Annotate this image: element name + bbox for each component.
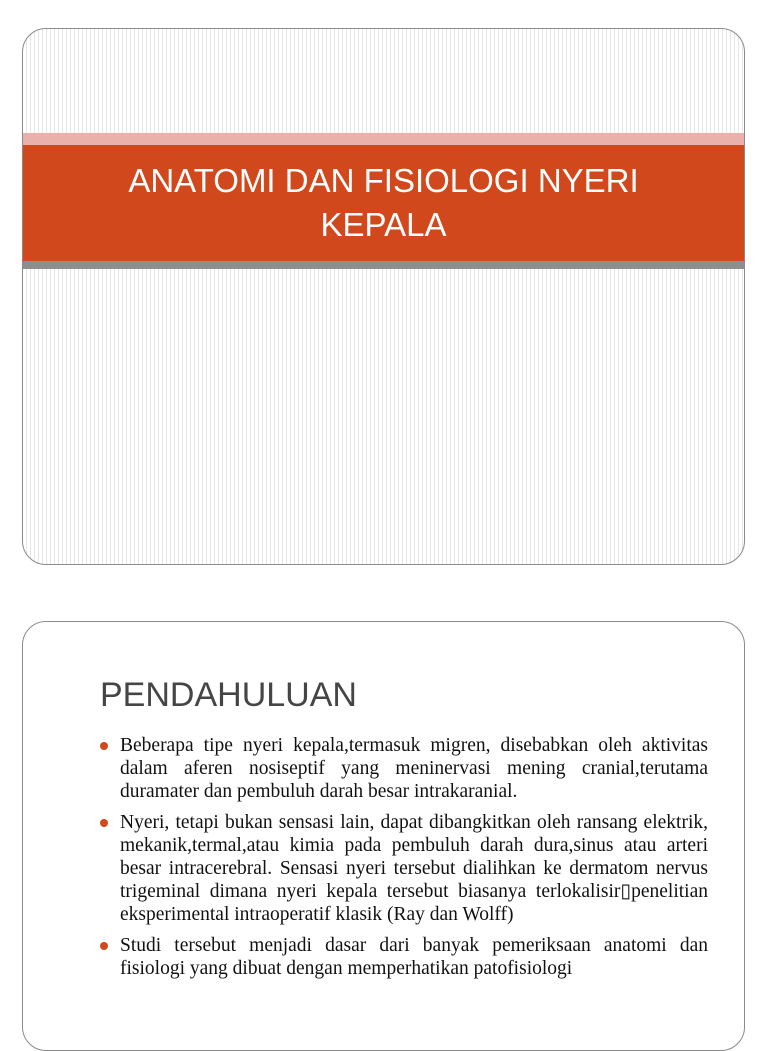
title-band xyxy=(23,145,744,261)
bullet-list xyxy=(100,734,708,988)
bullet-dot-icon xyxy=(100,742,108,750)
pink-accent-band xyxy=(23,133,744,145)
bullet-text: Nyeri, tetapi bukan sensasi lain, dapat dibangkitkan oleh ransang elektrik, mekanik,termal,atau kimia pada pembuluh darah dura,sinus atau arteri besar intracerebral. Sensasi nyeri tersebut dialihkan ke dermatom nervus trigeminal dimana nyeri kepala tersebut biasanya terlokalisir▯penelitian eksperimental intraoperatif klasik (Ray dan Wolff) xyxy=(120,812,708,925)
list-item xyxy=(100,811,708,926)
bullet-dot-icon xyxy=(100,942,108,950)
slide-title: ANATOMI DAN FISIOLOGI NYERI KEPALA xyxy=(128,162,639,243)
gray-accent-band xyxy=(23,261,744,269)
bullet-dot-icon xyxy=(100,819,108,827)
list-item xyxy=(100,934,708,980)
bullet-text: Beberapa tipe nyeri kepala,termasuk migren, disebabkan oleh aktivitas dalam aferen nosiseptif yang meninervasi mening cranial,terutama duramater dan pembuluh darah besar intrakaranial. xyxy=(120,735,708,802)
list-item xyxy=(100,734,708,803)
bullet-text: Studi tersebut menjadi dasar dari banyak pemeriksaan anatomi dan fisiologi yang dibuat dengan memperhatikan patofisiologi xyxy=(120,935,708,979)
content-slide xyxy=(22,621,745,1051)
slide-heading: PENDAHULUAN xyxy=(100,676,357,714)
title-slide xyxy=(22,28,745,565)
